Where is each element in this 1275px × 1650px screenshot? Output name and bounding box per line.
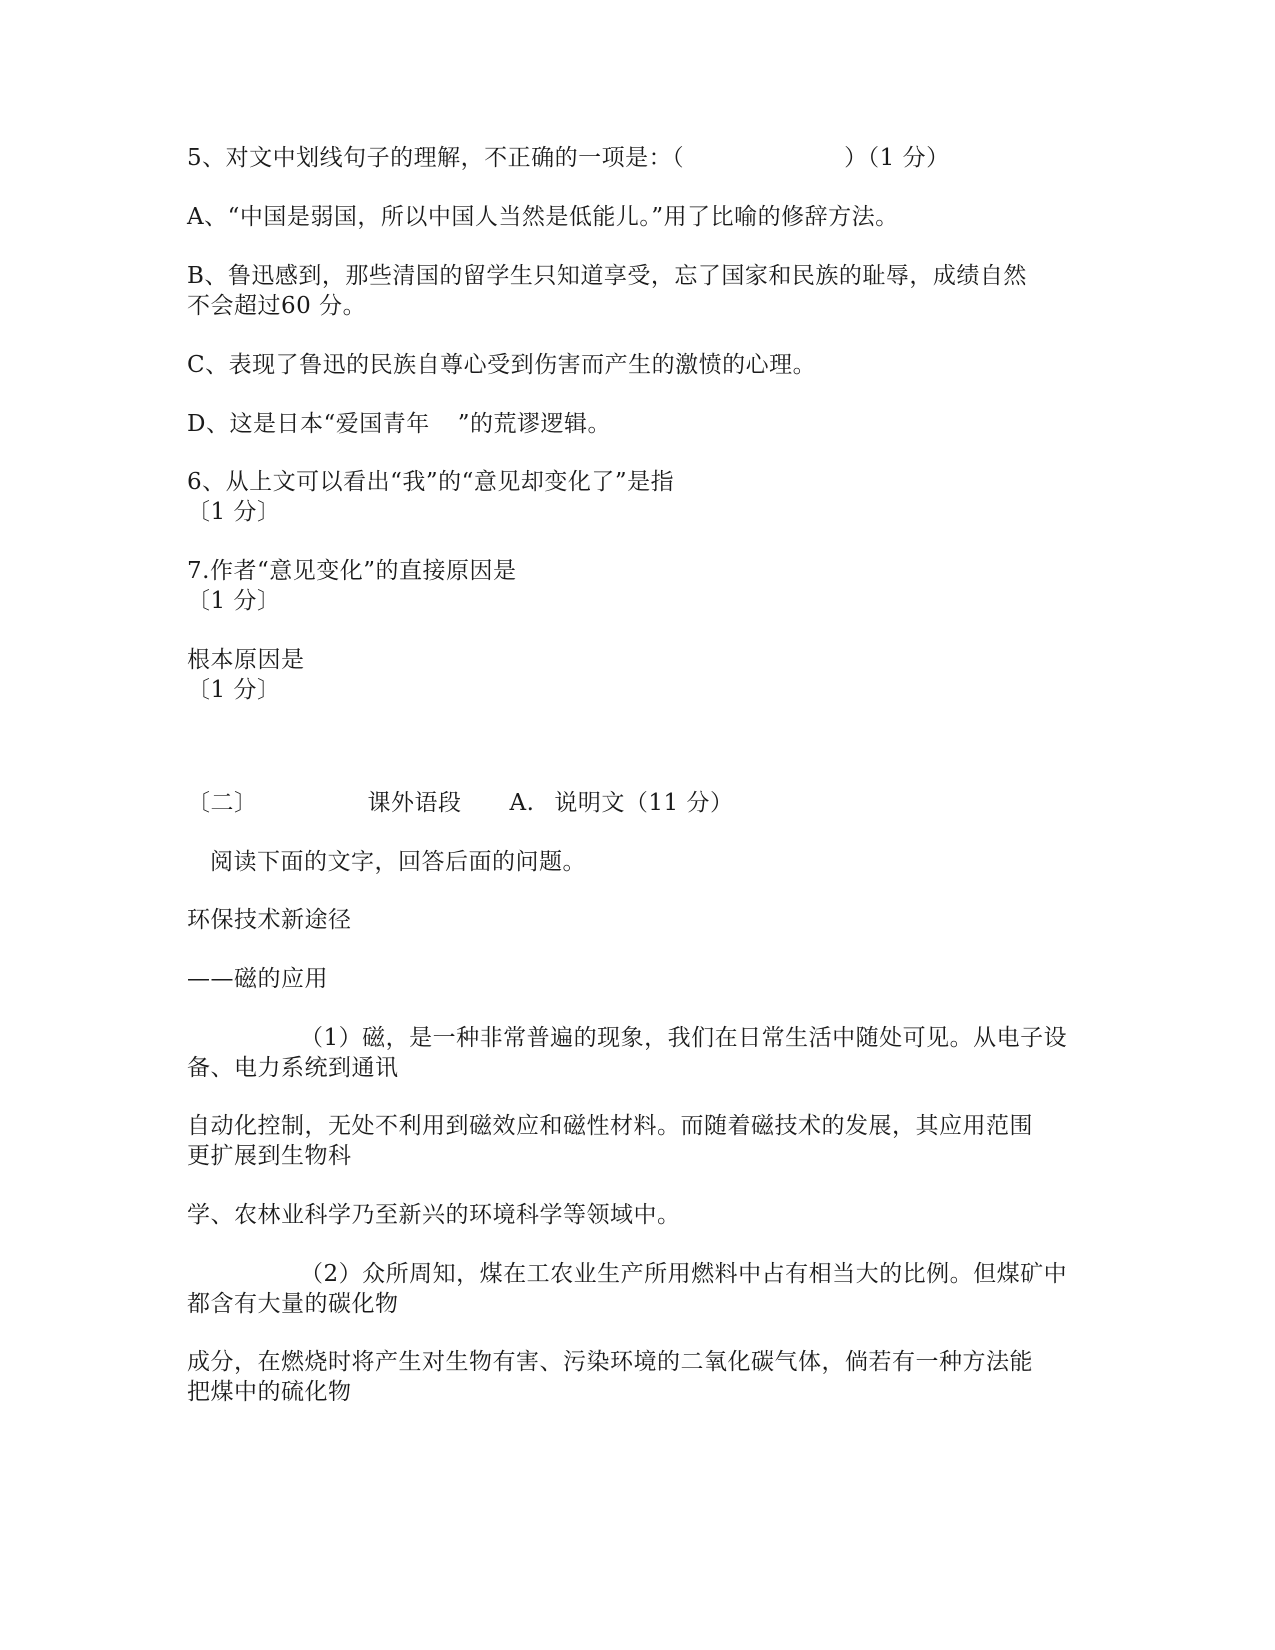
article-title: 环保技术新途径: [187, 907, 352, 933]
paragraph-2-line-1: （2）众所周知，煤在工农业生产所用燃料中占有相当大的比例。但煤矿中: [300, 1261, 1068, 1287]
paragraph-2-line-4: 把煤中的硫化物: [187, 1379, 352, 1405]
question-5-option-d-text: D、这是日本“爱国青年: [187, 411, 430, 437]
section-2-number: 〔二〕: [187, 790, 258, 816]
article-subtitle: ——磁的应用: [187, 966, 328, 992]
question-6-stem: 6、从上文可以看出“我”的“意见却变化了”是指: [187, 469, 675, 495]
question-5-stem-text: 5、对文中划线句子的理解，不正确的一项是：（: [187, 145, 685, 171]
question-5-option-c: C、表现了鲁迅的民族自尊心受到伤害而产生的激愤的心理。: [187, 352, 817, 378]
question-7-stem: 7.作者“意见变化”的直接原因是: [187, 558, 517, 584]
paragraph-1-line-2: 备、电力系统到通讯: [187, 1055, 399, 1081]
question-7-stem-2: 根本原因是: [187, 647, 305, 673]
paragraph-1-line-4: 更扩展到生物科: [187, 1143, 352, 1169]
question-7-score: 〔1 分〕: [187, 588, 281, 614]
question-5-option-d: [187, 409, 611, 439]
section-2-heading: [187, 788, 734, 818]
paragraph-2-line-3: 成分，在燃烧时将产生对生物有害、污染环境的二氧化碳气体，倘若有一种方法能: [187, 1349, 1033, 1375]
section-2-name: 课外语段: [367, 790, 462, 816]
question-5-score: ）（1 分）: [844, 145, 950, 171]
question-6-score: 〔1 分〕: [187, 499, 281, 525]
paragraph-2-line-2: 都含有大量的碳化物: [187, 1291, 399, 1317]
section-2-type: 说明文（11 分）: [554, 790, 734, 816]
question-5-option-b: B、鲁迅感到，那些清国的留学生只知道享受，忘了国家和民族的耻辱，成绩自然: [187, 263, 1027, 289]
reading-instruction: 阅读下面的文字，回答后面的问题。: [210, 849, 586, 875]
question-5-stem: [187, 143, 950, 173]
question-7-score-2: 〔1 分〕: [187, 677, 281, 703]
question-5-option-a: A、“中国是弱国，所以中国人当然是低能儿。”用了比喻的修辞方法。: [187, 204, 899, 230]
paragraph-1-line-1: （1）磁，是一种非常普遍的现象，我们在日常生活中随处可见。从电子设: [300, 1025, 1068, 1051]
section-2-part: A.: [509, 790, 535, 816]
question-5-option-b-cont: 不会超过60 分。: [187, 293, 367, 319]
question-5-option-d-end: ”的荒谬逻辑。: [457, 411, 611, 437]
paragraph-1-line-3: 自动化控制，无处不利用到磁效应和磁性材料。而随着磁技术的发展，其应用范围: [187, 1113, 1033, 1139]
paragraph-1-line-5: 学、农林业科学乃至新兴的环境科学等领域中。: [187, 1202, 681, 1228]
